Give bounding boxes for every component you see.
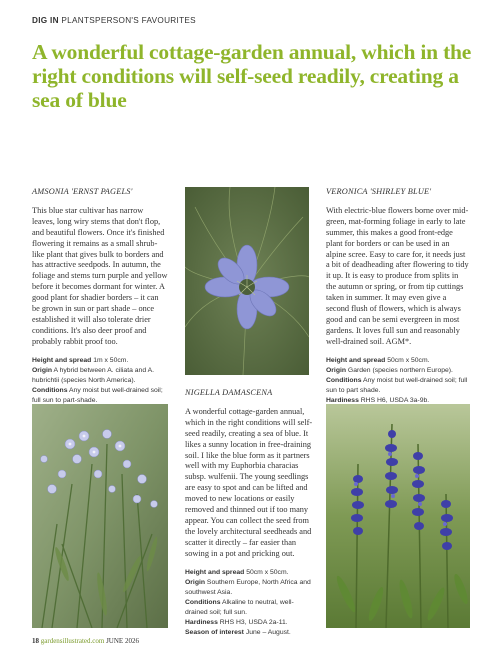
veronica-body: With electric-blue flowers borne over mid-green, mat-forming foliage in early to late summer, this makes a good front-edge plant for borders or can be used in an alpine scree. Easy to care for, it needs just a bit of deadheading after flowering to tidy it up. It is easy to produce from splits in the autumn or spring, or from tip cuttings taken in summer. It may even give a second flush of flowers, which is always good and can be semi evergreen in most gardens. It loves full sun and reasonably well-drained soil. AGM*. (326, 205, 469, 346)
fact-row: Conditions Alkaline to neutral, well-drained soil; full sun. (185, 598, 294, 616)
veronica-heading (326, 187, 470, 198)
nigella-article (185, 388, 313, 638)
amsonia-body: This blue star cultivar has narrow leaves, long wiry stems that don't flop, and beautiful flowers. Once it's finished flowering it remains as a small shrub-like plant that gives bulk to borders and has attractive seedpods. In autumn, the foliage and stems turn purple and yellow before it becomes dormant for winter. A good plant for shadier borders – it can be grown in sun or part shade – once established it will also tolerate drier conditions. It's also deer proof and probably rabbit proof too. (32, 205, 168, 346)
nigella-facts (185, 568, 313, 638)
fact-row: Origin Garden (species northern Europe). (326, 366, 453, 374)
veronica-article (326, 187, 470, 416)
veronica-photo (326, 404, 470, 628)
amsonia-heading (32, 187, 168, 198)
page-footer (32, 637, 139, 645)
nigella-photo (185, 187, 309, 375)
fact-row: Conditions Any moist but well-drained soil; full sun to part-shade. (32, 386, 163, 404)
nigella-heading: NIGELLA DAMASCENA (185, 388, 273, 397)
veronica-name: VERONICA (326, 187, 368, 196)
site-name: gardensillustrated.com (40, 637, 105, 645)
fact-row: Origin Southern Europe, North Africa and southwest Asia. (185, 578, 311, 596)
amsonia-article (32, 187, 168, 426)
fact-row: Hardiness RHS H3, USDA 2a-11. (185, 618, 288, 626)
fact-row: Hardiness RHS H6, USDA 3a-9b. (326, 396, 430, 404)
subsection-label: PLANTSPERSON'S FAVOURITES (61, 16, 196, 25)
fact-row: Height and spread 50cm x 50cm. (326, 356, 430, 364)
fact-row: Conditions Any moist but well-drained soil; full sun to part shade. (326, 376, 468, 394)
veronica-cultivar: 'SHIRLEY BLUE' (369, 187, 432, 196)
fact-row: Height and spread 50cm x 50cm. (185, 568, 289, 576)
section-header (32, 16, 196, 25)
amsonia-cultivar: 'ERNST PAGELS' (71, 187, 133, 196)
fact-row: Origin A hybrid between A. ciliata and A. hubrichtii (species North America). (32, 366, 155, 384)
section-label: DIG IN (32, 16, 59, 25)
amsonia-name: AMSONIA (32, 187, 69, 196)
issue-date: JUNE 2026 (106, 637, 139, 645)
nigella-body: A wonderful cottage-garden annual, which in the right conditions will self-seed readily, creating a sea of blue. It likes a sunny location in free-draining soil. I like the blue form as it partners well with my Euphorbia characias subsp. wulfenii. The young seedlings are easy to spot and can be lifted and moved to new locations or easily removed and thinned out if too many appear. You can collect the seed from the lovely architectural seedheads and scatter it directly – far easier than sowing in a pot and pricking out. (185, 406, 313, 558)
page-number: 18 (32, 637, 39, 645)
fact-row: Height and spread 1m x 50cm. (32, 356, 129, 364)
page-title: A wonderful cottage-garden annual, which in the right conditions will self-seed readily, creating a sea of blue (32, 40, 472, 112)
fact-row: Season of interest June – August. (185, 628, 291, 636)
amsonia-photo (32, 404, 168, 628)
